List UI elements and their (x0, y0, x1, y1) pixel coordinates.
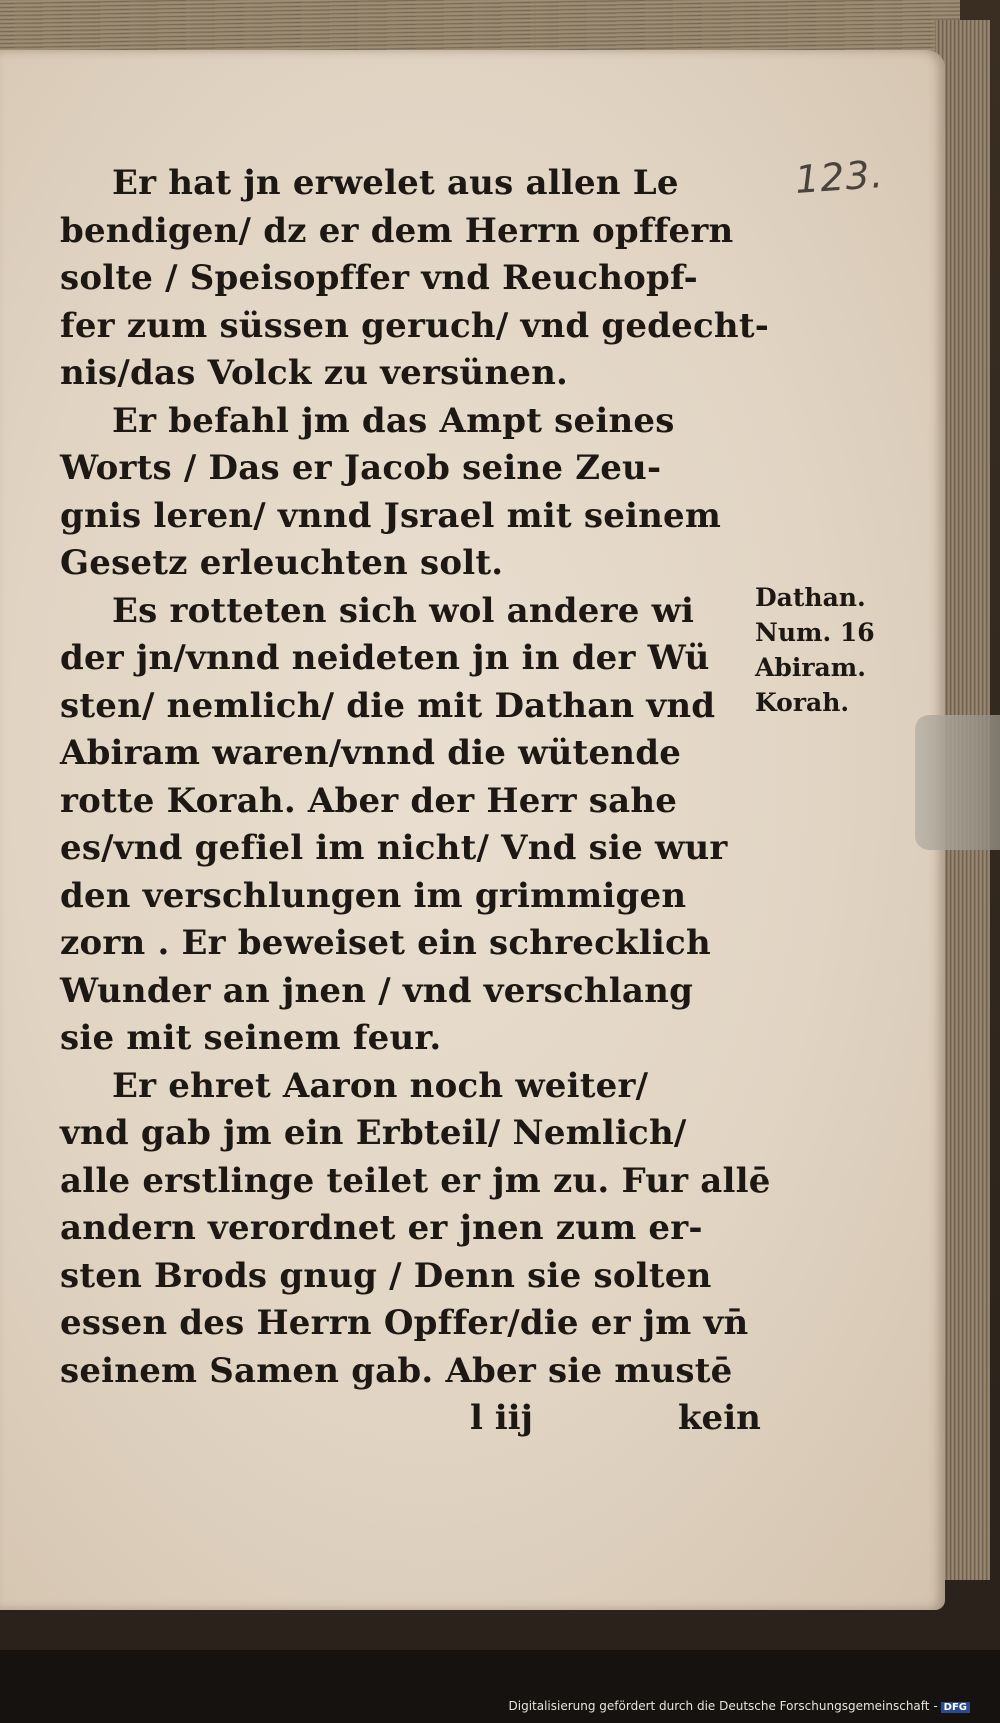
text-line: essen des Herrn Opffer/die er jm vn̄ (60, 1303, 749, 1343)
text-line: es/vnd gefiel im nicht/ Vnd sie wur (60, 828, 728, 868)
text-line: Es rotteten sich wol andere wi (112, 590, 695, 631)
text-line: nis/das Volck zu versünen. (60, 353, 569, 393)
text-line: der jn/vnnd neideten jn in der Wü (60, 638, 710, 678)
marginal-note: Abiram. (755, 653, 866, 682)
text-line: bendigen/ dz er dem Herrn opffern (60, 210, 734, 251)
text-line: Wunder an jnen / vnd verschlang (60, 970, 694, 1011)
text-line: sten Brods gnug / Denn sie solten (60, 1255, 712, 1296)
text-line: Er befahl jm das Ampt seines (112, 400, 675, 441)
text-line: fer zum süssen geruch/ vnd gedecht- (60, 305, 770, 346)
marginal-note: Korah. (755, 688, 850, 717)
text-line: zorn . Er beweiset ein schrecklich (60, 923, 711, 963)
funding-credit (509, 1699, 971, 1713)
signature-line (60, 1395, 761, 1443)
text-line: Er hat jn erwelet aus allen Le (112, 163, 679, 203)
text-line: vnd gab jm ein Erbteil/ Nemlich/ (60, 1113, 687, 1153)
text-block (60, 160, 771, 1443)
dfg-logo: DFG (941, 1702, 970, 1713)
text-line: rotte Korah. Aber der Herr sahe (60, 780, 678, 821)
bookmark-tab (915, 715, 1000, 850)
text-line: solte / Speisopffer vnd Reuchopf- (60, 258, 698, 298)
marginal-note: Num. 16 (755, 618, 875, 647)
marginal-note: Dathan. (755, 583, 866, 612)
text-line: Er ehret Aaron noch weiter/ (112, 1065, 649, 1106)
text-line: seinem Samen gab. Aber sie mustē (60, 1350, 733, 1391)
text-line: Worts / Das er Jacob seine Zeu- (60, 448, 662, 488)
credit-text: Digitalisierung gefördert durch die Deutsche Forschungsgemeinschaft - (508, 1699, 938, 1713)
text-line: sie mit seinem feur. (60, 1018, 442, 1058)
text-line: sten/ nemlich/ die mit Dathan vnd (60, 685, 716, 726)
catchword: kein (678, 1398, 761, 1438)
text-line: Gesetz erleuchten solt. (60, 543, 504, 583)
marginal-notes (755, 580, 905, 720)
text-line: andern verordnet er jnen zum er- (60, 1208, 703, 1248)
text-line: den verschlungen im grimmigen (60, 875, 687, 916)
page-number: 123. (793, 151, 886, 203)
text-line: gnis leren/ vnnd Jsrael mit seinem (60, 495, 722, 536)
text-line: alle erstlinge teilet er jm zu. Fur allē (60, 1160, 771, 1201)
signature-mark: l iij (470, 1398, 533, 1438)
text-line: Abiram waren/vnnd die wütende (60, 733, 682, 773)
